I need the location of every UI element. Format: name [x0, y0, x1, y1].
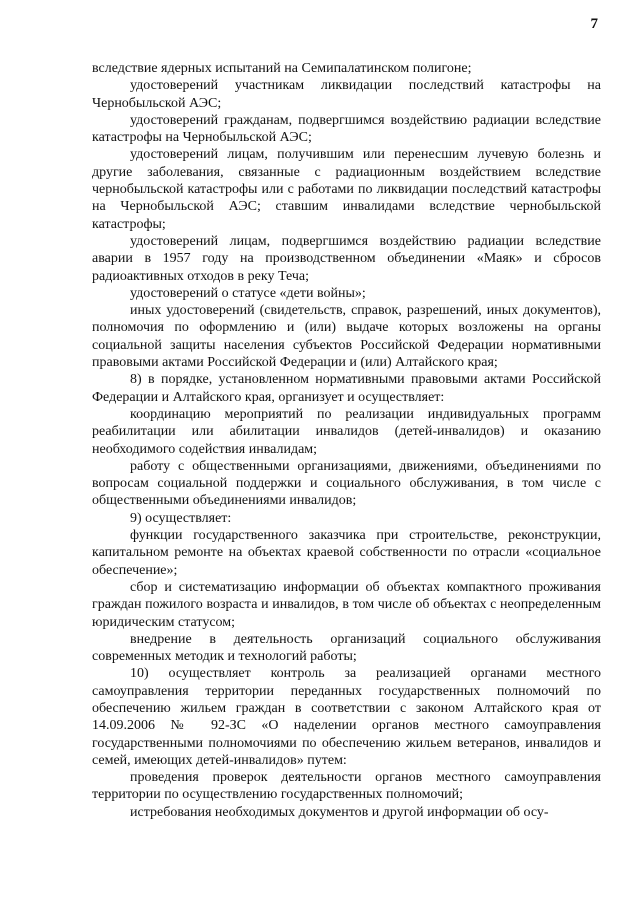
paragraph: сбор и систематизацию информации об объектах компактного проживания граждан пожилого возраста и инвалидов, в том числе об объектах с неопределенным юридическим статусом; — [92, 579, 601, 630]
paragraph: истребования необходимых документов и другой информации об осу- — [130, 804, 549, 820]
paragraph: работу с общественными организациями, движениями, объединениями по вопросам социальной поддержки и социального обслуживания, в том числе с общественными объединениями инвалидов; — [92, 458, 601, 509]
paragraph: удостоверений лицам, подвергшимся воздействию радиации вследствие аварии в 1957 году на производственном объединении «Маяк» и сбросов радиоактивных отходов в реку Теча; — [92, 233, 601, 284]
paragraph: координацию мероприятий по реализации индивидуальных программ реабилитации или абилитации инвалидов (детей-инвалидов) и оказанию необходимого содействия инвалидам; — [92, 406, 601, 457]
paragraph: внедрение в деятельность организаций социального обслуживания современных методик и технологий работы; — [92, 631, 601, 665]
paragraph: функции государственного заказчика при строительстве, реконструкции, капитальном ремонте на объектах краевой собственности по отрасли «социальное обеспечение»; — [92, 528, 601, 578]
paragraph: проведения проверок деятельности органов местного самоуправления территории по осуществлению государственных полномочий; — [92, 770, 601, 803]
paragraph: удостоверений о статусе «дети войны»; — [130, 285, 366, 301]
paragraph: 9) осуществляет: — [130, 510, 232, 526]
document-body — [92, 60, 601, 821]
paragraph: удостоверений участникам ликвидации последствий катастрофы на Чернобыльской АЭС; — [92, 78, 601, 111]
paragraph: вследствие ядерных испытаний на Семипалатинском полигоне; — [92, 61, 472, 76]
paragraph: 10) осуществляет контроль за реализацией органами местного самоуправления территории переданных государственных полномочий по обеспечению жильем граждан в соответствии с законом Алтайского края от 14.09.2006 № 92-ЗС «О наделении органов местного самоуправления государственными полномочиями по обеспечению жильем ветеранов, инвалидов и семей, имеющих детей-инвалидов» путем: — [92, 666, 601, 768]
paragraph: удостоверений гражданам, подвергшимся воздействию радиации вследствие катастрофы на Чернобыльской АЭС; — [92, 112, 601, 146]
paragraph: удостоверений лицам, получившим или перенесшим лучевую болезнь и другие заболевания, связанные с радиационным воздействием вследствие чернобыльской катастрофы или с работами по ликвидации последствий катастрофы на Чернобыльской АЭС; ставшим инвалидами вследствие чернобыльской катастрофы; — [92, 147, 601, 232]
paragraph: иных удостоверений (свидетельств, справок, разрешений, иных документов), полномочия по оформлению и (или) выдаче которых возложены на органы социальной защиты населения субъектов Российской Федерации нормативными правовыми актами Российской Федерации и (или) Алтайского края; — [92, 303, 601, 371]
paragraph: 8) в порядке, установленном нормативными правовыми актами Российской Федерации и Алтайского края, организует и осуществляет: — [92, 372, 601, 405]
page-number: 7 — [590, 16, 598, 32]
